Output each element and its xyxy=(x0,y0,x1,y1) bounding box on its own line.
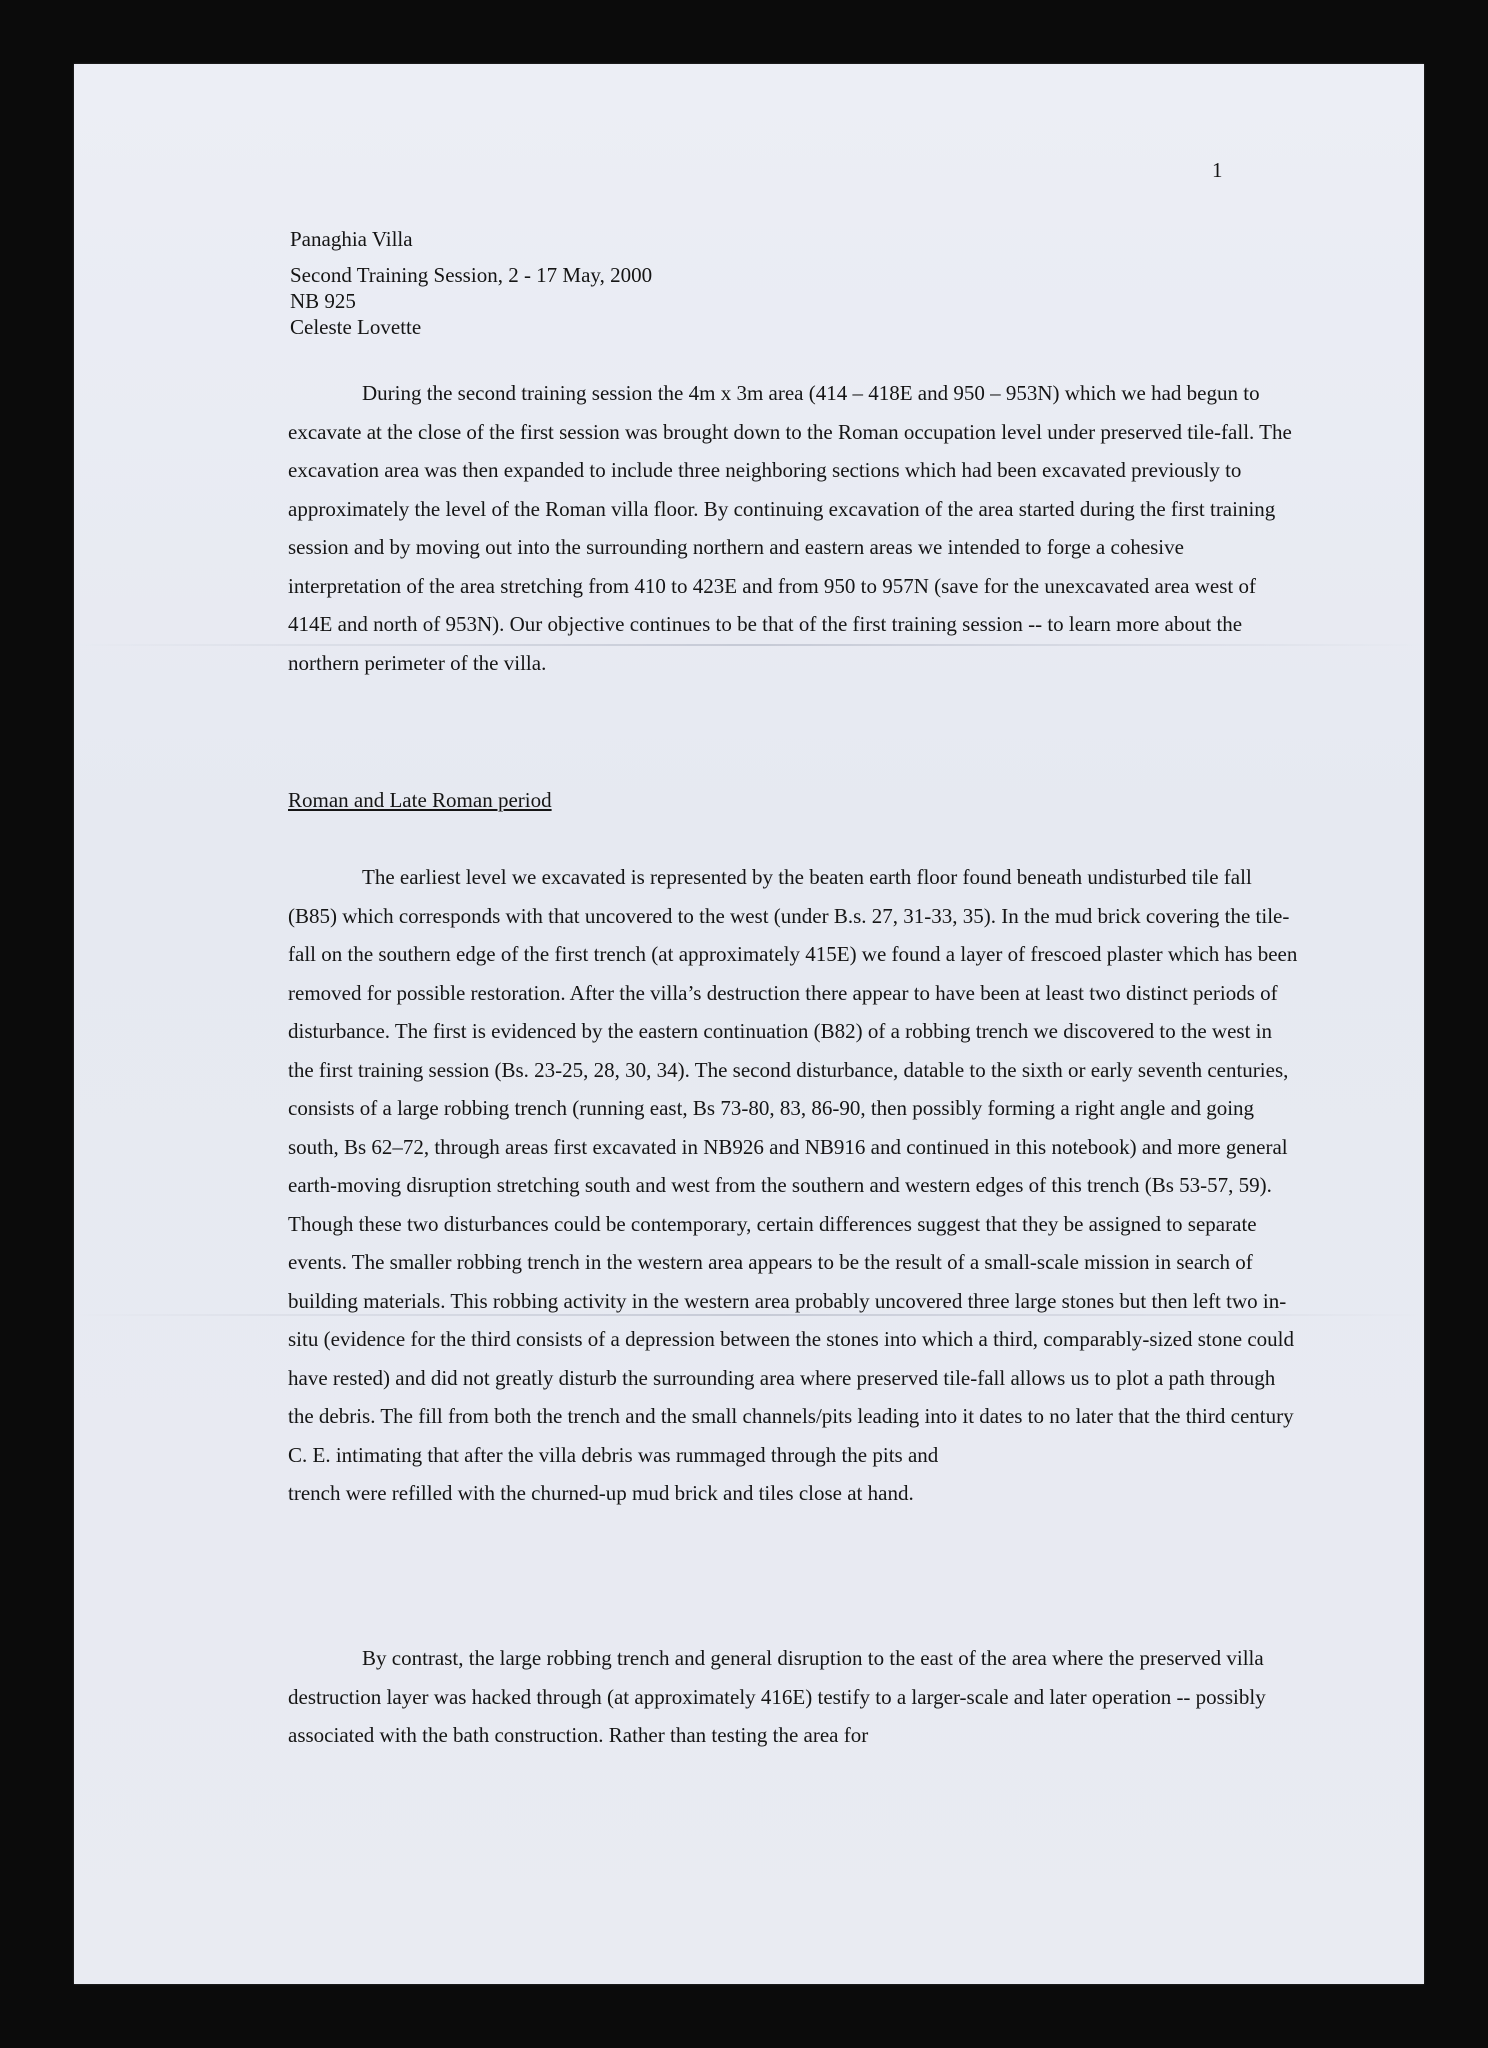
document-header xyxy=(290,226,652,340)
author-name: Celeste Lovette xyxy=(290,315,422,339)
paragraph-contrast: By contrast, the large robbing trench and general disruption to the east of the area where the preserved villa destruction layer was hacked through (at approximately 416E) testify to a larger-scale and later operation -- possibly associated with the bath construction. Rather than testing the area for xyxy=(288,1646,1266,1747)
paragraph-roman-period-text: The earliest level we excavated is represented by the beaten earth floor found beneath undisturbed tile fall (B85) which corresponds with that uncovered to the west (under B.s. 27, 31-33, 35). In the mud brick covering the tile-fall on the southern edge of the first trench (at approximately 415E) we found a layer of frescoed plaster which has been removed for possible restoration. After the villa’s destruction there appear to have been at least two distinct periods of disturbance. The first is evidenced by the eastern continuation (B82) of a robbing trench we discovered to the west in the first training session (Bs. 23-25, 28, 30, 34). The second disturbance, datable to the sixth or early seventh centuries, consists of a large robbing trench (running east, Bs 73-80, 83, 86-90, then possibly forming a right angle and going south, Bs 62–72, through areas first excavated in NB926 and NB916 and continued in this notebook) and more general earth-moving disruption stretching south and west from the southern and western edges of this trench (Bs 53-57, 59). Though these two disturbances could be contemporary, certain differences suggest that they be assigned to separate events. The smaller robbing trench in the western area appears to be the result of a small-scale mission in search of building materials. This robbing activity in the western area probably uncovered three large stones but then left two in-situ (evidence for the third consists of a depression between the stones into which a third, comparably-sized stone could have rested) and did not greatly disturb the surrounding area where preserved tile-fall allows us to plot a path through the debris. The fill from both the trench and the small channels/pits leading into it dates to no later that the third century C. E. intimating that after the villa debris was rummaged through the pits and xyxy=(288,865,1298,1467)
paragraph-intro: During the second training session the 4m x 3m area (414 – 418E and 950 – 953N) which we had begun to excavate at the close of the first session was brought down to the Roman occupation level under preserved tile-fall. The excavation area was then expanded to include three neighboring sections which had been excavated previously to approximately the level of the Roman villa floor. By continuing excavation of the area started during the first training session and by moving out into the surrounding northern and eastern areas we intended to forge a cohesive interpretation of the area stretching from 410 to 423E and from 950 to 957N (save for the unexcavated area west of 414E and north of 953N). Our objective continues to be that of the first training session -- to learn more about the northern perimeter of the villa. xyxy=(288,381,1292,675)
page-number: 1 xyxy=(1212,158,1223,182)
session-line: Second Training Session, 2 - 17 May, 2000 xyxy=(290,263,653,287)
document-page xyxy=(74,64,1424,1984)
site-name: Panaghia Villa xyxy=(290,227,413,251)
notebook-number: NB 925 xyxy=(290,289,356,313)
paragraph-roman-period xyxy=(288,858,1298,1513)
paragraph-roman-period-continuation: trench were refilled with the churned-up mud brick and tiles close at hand. xyxy=(288,1481,914,1505)
section-heading: Roman and Late Roman period xyxy=(288,788,552,812)
